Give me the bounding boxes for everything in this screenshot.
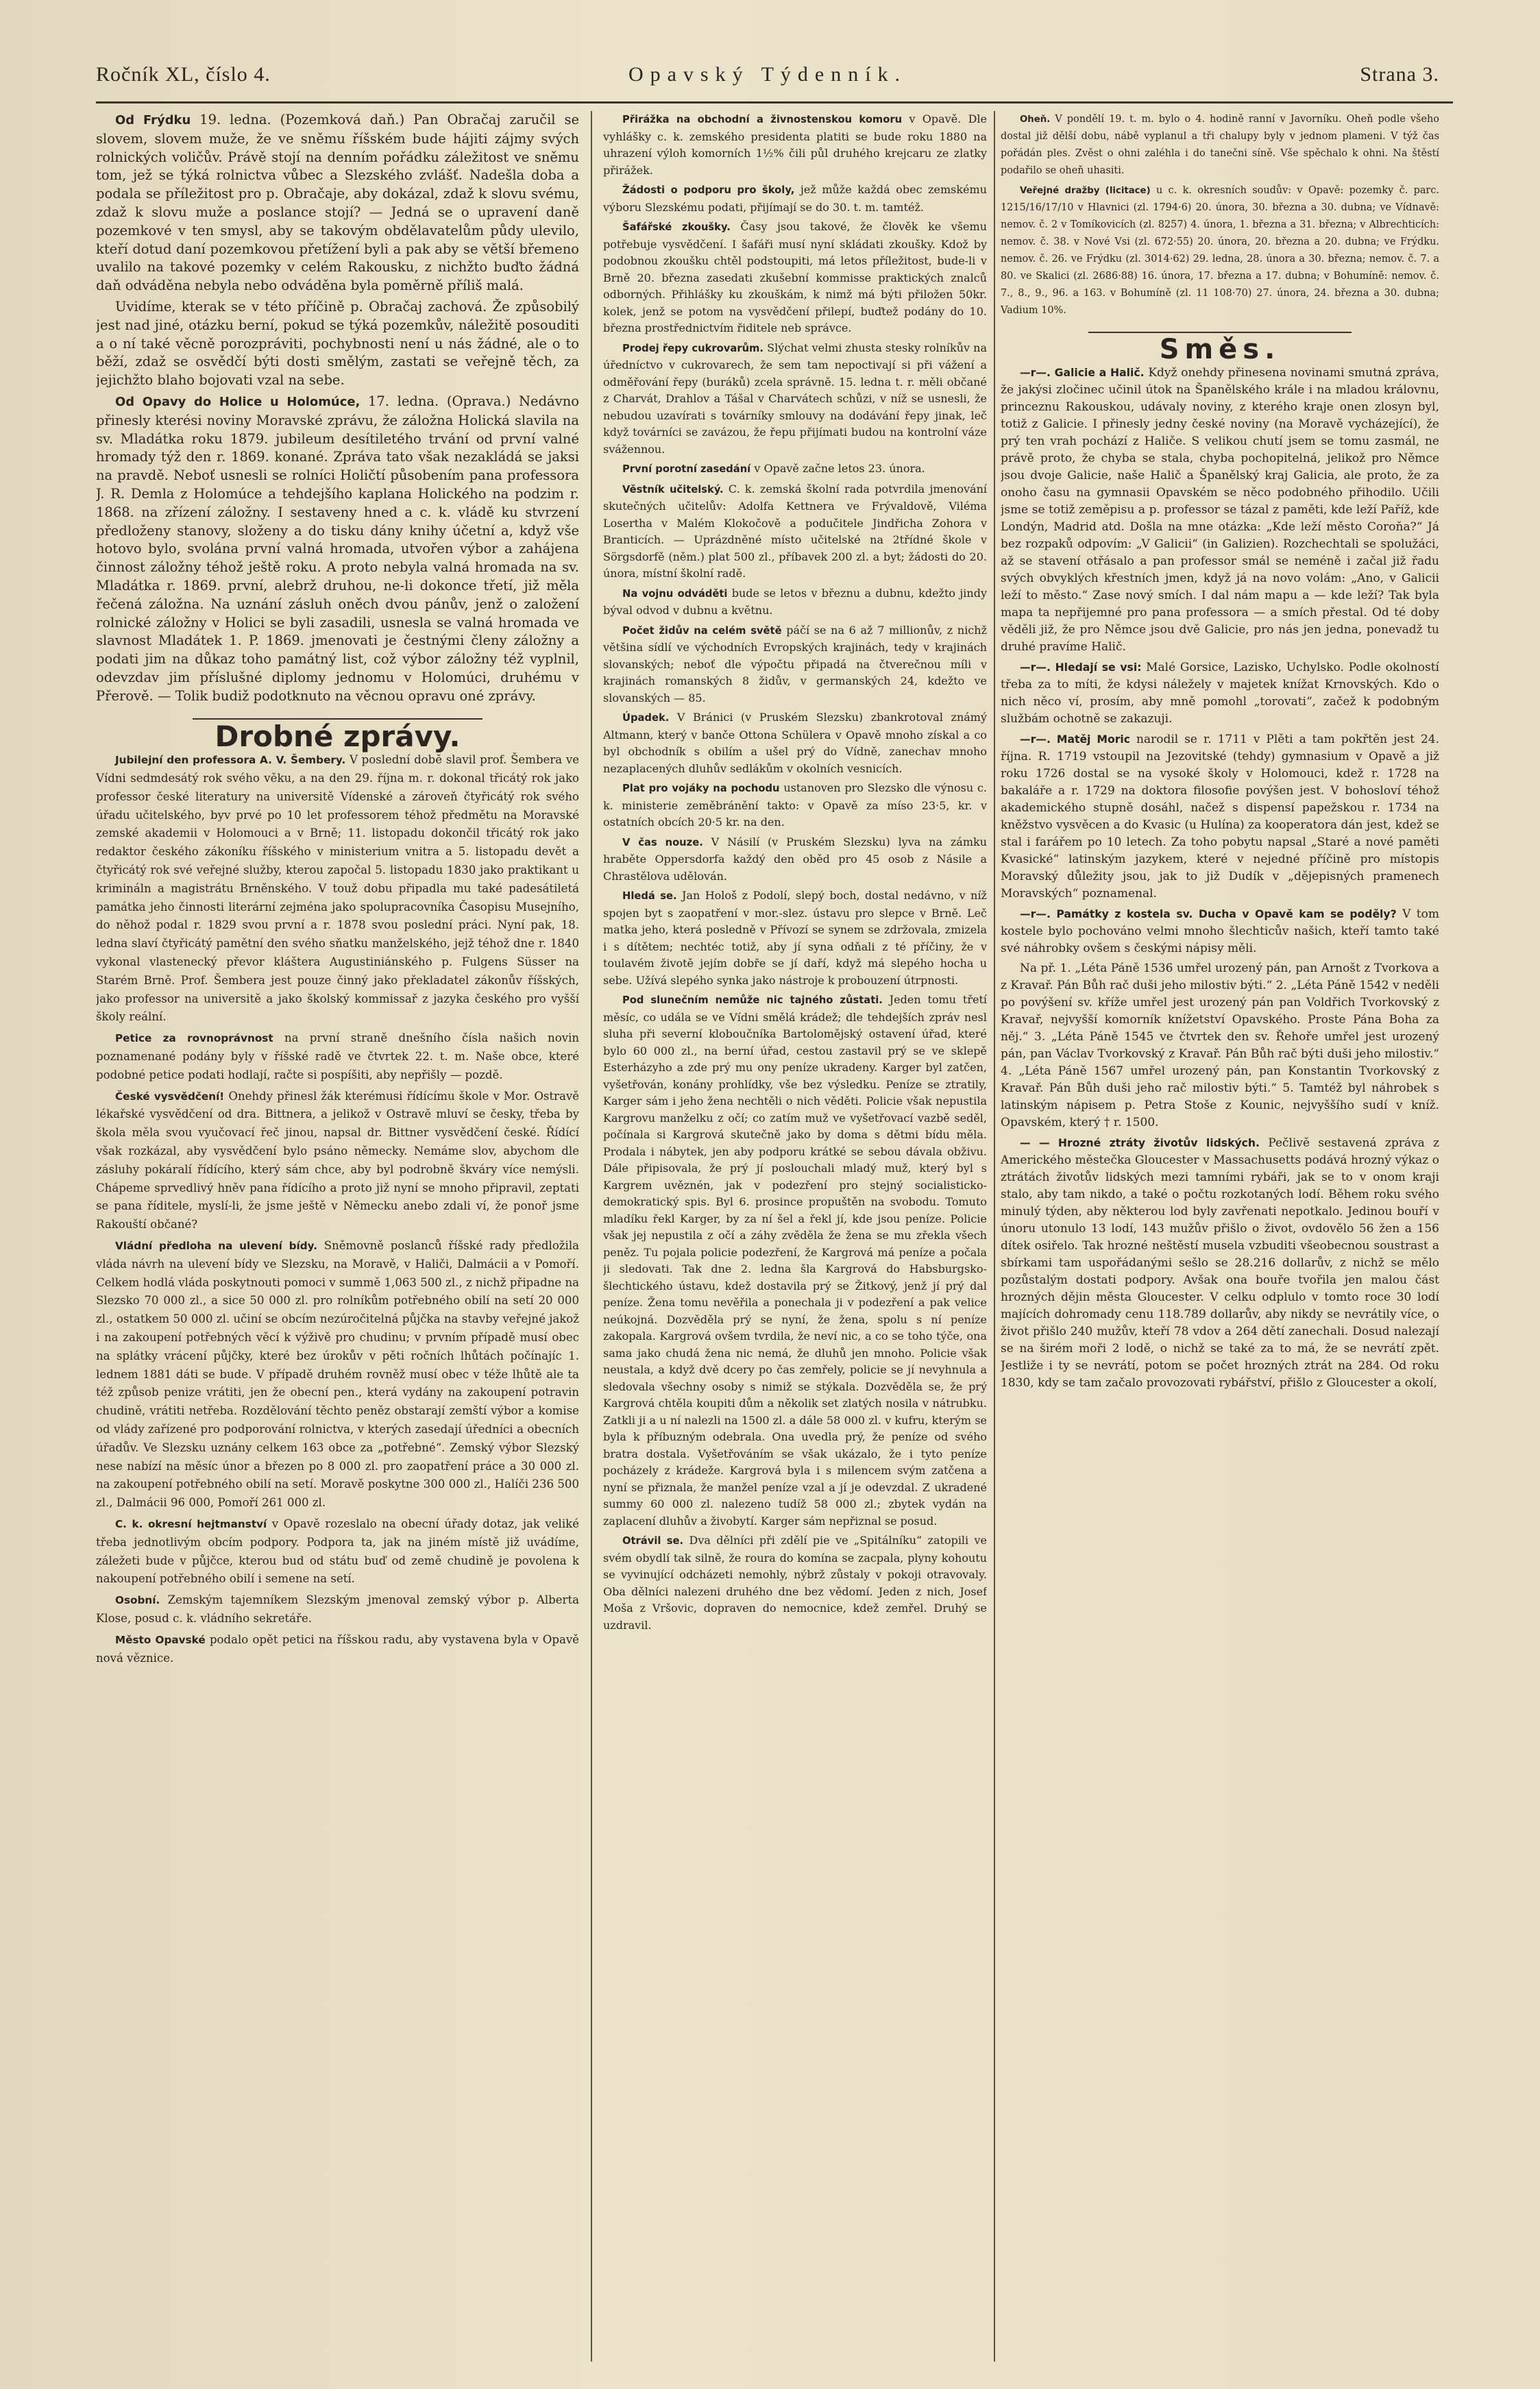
miscellany-item xyxy=(1001,1134,1439,1392)
news-text: u c. k. okresních soudův: v Opavě: pozemky č. parc. 1215/16/17/10 v Hlavnici (zl. 1794·6) 20. února, 30. března a 30. dubna; ve Vídnavě: nemov. č. 2 v Tomíkovicích (zl. 8257) 4. února, 1. března a 31. března; v Albrechticích: nemov. č. 38. v Nové Vsi (zl. 672·55) 20. února, 20. března a 20. dubna; ve Frýdku. nemov. č. 26. ve Frýdku (zl. 3014·62) 29. ledna, 28. února a 30. března; nemov. č. 7. a 80. ve Skalici (zl. 2686·88) 16. února, 17. března a 17. dubna; v Bohumíně: nemov. č. 7., 8., 9., 96. a 163. v Bohumíně (zl. 11 108·70) 27. února, 24. března a 30. dubna; Vadium 10%. xyxy=(1001,185,1439,316)
news-item xyxy=(603,622,987,707)
article-paragraph: Uvidíme, kterak se v této příčině p. Obračaj zachová. Že způsobilý jest nad jiné, otázku berní, pokud se týká pozemkův, náležitě posouditi a o ní také věcně porozpráviti, pochybnosti není u nás žádné, ale o to běží, zdaž se osvědčí býti dosti smělým, zastati se veřejně těch, za jejichžto blaho bojovati vzal na sebe. xyxy=(96,298,579,389)
news-text: Sněmovně poslanců říšské rady předložila vláda návrh na ulevení bídy ve Slezsku, na Moravě, v Haliči, Dalmácii a v Pomoří. Celkem hodlá vláda poskytnouti pomoci v summě 1,063 500 zl., z nichž připadne na Slezsko 70 000 zl., a sice 50 000 zl. pro rolníkům potřebného obilí na setí 20 000 zl., ostatkem 50 000 zl. učiní se obcím nezúročitelná půjčka na stavby veřejné jakož i na zakoupení potřebných věcí k výživě pro chudinu; v prvním případě musí obec na splátky vrácení půjčky, které bez úrokův v pěti ročních lhůtách počínajíc 1. lednem 1881 dáti se bude. V případě druhém rovněž musí obec v téže lhůtě ale ta též způsob penize vrátiti, jen že obecní pen., která vydány na zakoupení potravin chudině, vrátiti netřeba. Rozdělování těchto peněz obstarají zemští výbor a komise od vlády zařízené pro podporování rolnictva, v kterých zasedají úředníci a obecních úřadův. Ve Slezsku uznány celkem 163 obce za „potřebné“. Zemský výbor Slezský nese nabízí na měsíc únor a březen po 8 000 zl. pro zaopatření práce a 30 000 zl. na zakoupení potřebného obilí na setí. Moravě poskytne 300 000 zl., Halíči 236 500 zl., Dalmácii 96 000, Pomoří 261 000 zl. xyxy=(96,1239,579,1510)
miscellany-item xyxy=(1001,905,1439,957)
volume-issue: Ročník XL, číslo 4. xyxy=(96,63,271,86)
news-text: v Opavě rozeslalo na obecní úřady dotaz, jak veliké třeba jednotlivým obcím podpory. Podpora ta, jak na jiném místě již uvádíme, záležeti bude v půjčce, kterou bud od státu buď od země chudině je povolena k nakoupení potřebného obilí i semene na setí. xyxy=(96,1517,579,1586)
column-3 xyxy=(1001,111,1439,2362)
column-divider xyxy=(994,111,995,2362)
page-header xyxy=(96,63,1439,97)
news-lead: Město Opavské xyxy=(115,1633,206,1646)
news-lead: C. k. okresní hejtmanství xyxy=(115,1517,267,1530)
news-lead: Osobní. xyxy=(115,1594,160,1607)
miscellany-lead: —r—. Galicie a Halič. xyxy=(1020,366,1145,379)
miscellany-lead: —r—. Matěj Moric xyxy=(1020,733,1131,746)
news-text: v Opavě začne letos 23. února. xyxy=(754,462,925,475)
miscellany-text: Když onehdy přinesena novinami smutná zpráva, že jakýsi zločinec učinil útok na Španělského krále i na mladou královnu, princeznu Rakouskou, udávaly noviny, z kterého kraje onen zlosyn byl, totiž z Galicie. I přinesly jedny české noviny (na Moravě vycházející), že prý ten vrah pochází z Haliče. S velikou chutí jsem se tomu zasmál, ne právě proto, že chyba se stala, chyba pochopitelná, jelikož pro Němce jsou dvoje Galicie, naše Halič a Španělský kraj Galicia, ale proto, že za onoho času na gymnasii Opavském se něco podobného přihodilo. Učili jsme se totiž zeměpisu a p. professor se tázal z paměti, kde leží Paříž, kde Londýn, Madrid atd. Došla na mne otázka: „Kde leží město Coroňa?“ Já bez rozpaků odpovím: „V Galicii“ (in Galizien). Rozchechtali se spolužáci, až se stavení otřásalo a pan professor smál se neméně i začal již řadu svých obvyklých křestních jmen, když já na novo volám: „Ano, v Galicii leží to město.“ Zase nový smích. I dal nám mapu a — kde leží? Tak byla mapa ta nepřijemné pro pana professora — a smích přestal. Od té doby věděli již, že pro Němce jsou dvě Galicie, pro nás jen jedna, ponevadž tu druhé pravíme Halič. xyxy=(1001,366,1439,654)
section-title-smes: Směs. xyxy=(1159,334,1281,365)
section-title-drobne: Drobné zprávy. xyxy=(215,719,461,753)
news-text: V Násilí (v Pruském Slezsku) lyva na zámku hraběte Oppersdorfa každý den oběd pro 45 osob z Násile a Chrastělova udělován. xyxy=(603,835,987,883)
news-item xyxy=(603,1532,987,1634)
news-text: C. k. zemská školní rada potvrdila jmenování skutečných učitelův: Adolfa Kettnera ve Frývaldově, Viléma Losertha v Malém Klokočově a podučitele Jindřicha Zohora v Branticích. — Uprázdněné místo učitelské na 2třídné škole v Sörgsdorfě (něm.) plat 500 zl., příbavek 200 zl. a byt; žádosti do 20. února, místní školní radě. xyxy=(603,482,987,580)
page-number: Strana 3. xyxy=(1360,63,1439,86)
news-text: V poslední době slavil prof. Šembera ve Vídni sedmdesátý rok svého věku, a na den 29. října m. r. dokonal třicátý rok jako professor české literatury na universitě Vídenské a zároveň čtyřicátý rok svého úřadu učitelského, byv prvé po 10 let professorem téhož předmětu na Moravské zemské akademii v Holomouci a v Brně; 11. listopadu dokončil třicátý rok jako redaktor českého zákoníku říšského v ministerium vnitra a 5. listopadu devět a čtyřicátý rok své veřejné služby, kterou započal 5. listopadu 1830 jako praktikant u krimináln a magistrátu Brněnského. V touž dobu připadla mu také padesátiletá památka jeho činnosti literární zejména jako spolupracovníka Časopisu Musejního, do něhož podal r. 1829 svou první a r. 1878 svou poslední práci. Nyní pak, 18. ledna slaví čtyřicátý pamětní den svého sňatku manželského, jejž téhož dne r. 1840 vykonal vlastenecký převor kláštera Augustiniánského p. Fulgens Süsser na Starém Brně. Prof. Šembera jest pouze činný jako překladatel zákonův říšských, jako professor na universitě a jako školský kommissař z jazyka českého pro vyšší školy reální. xyxy=(96,753,579,1024)
news-item xyxy=(96,1237,579,1512)
news-text: páčí se na 6 až 7 millionův, z nichž většina sídlí ve východních Evropských krajinách, tedy v krajinách slovanských; neboť dle výpočtu připadá na čtverečnou míli v krajinách romanských 8 židův, v germanských 24, kdežto ve slovanských — 85. xyxy=(603,623,987,705)
news-lead: Na vojnu odváděti xyxy=(622,587,728,600)
article-holice xyxy=(96,393,579,706)
news-text: V pondělí 19. t. m. bylo o 4. hodině ranní v Javorníku. Oheň podle všeho dostal již dělší dobu, nábě vyplanul a tři chalupy byly v jednom plameni. V týž čas pořádán ples. Zvěst o ohni zaléhla i do tanečni síně. Vše spěchalo k ohni. Na štěstí podařilo se oheň uhasiti. xyxy=(1001,114,1439,176)
column-2 xyxy=(603,111,987,2362)
header-rule xyxy=(96,101,1453,103)
news-text: V Bránici (v Pruském Slezsku) zbankrotoval známý Altmann, který v banče Ottona Schülera v Opavě mnoho získal a co byl obchodník s obilím a ušel prý do Vídně, zanechav mnoho nezaplacených dluhův sedlákům v okolních vesnicích. xyxy=(603,711,987,775)
news-lead: První porotní zasedání xyxy=(622,463,751,475)
news-item xyxy=(603,585,987,620)
news-item xyxy=(603,709,987,777)
news-lead: Žádosti o podporu pro školy, xyxy=(622,184,795,196)
news-text: Zemským tajemníkem Slezským jmenoval zemský výbor p. Alberta Klose, posud c. k. vládního sekretáře. xyxy=(96,1593,579,1625)
news-lead: Plat pro vojáky na pochodu xyxy=(622,783,780,794)
miscellany-text: V tom kostele bylo pochováno velmi mnoho šlechticův našich, kteří tamto také své náhrobky ovšem s českými nápisy měli. xyxy=(1001,907,1439,955)
news-text: bude se letos v březnu a dubnu, kdežto jindy býval odvod v dubnu a květnu. xyxy=(603,586,987,617)
miscellany-text: Malé Gorsice, Lazisko, Uchylsko. Podle okolností třeba za to míti, že kdysi náležely v majetek knížat Krnovských. Kdo o nich něco ví, prosím, aby mně pomohl „torovati“, začež k podobným službám ochotně se zakazuji. xyxy=(1001,661,1439,726)
news-lead: Přirážka na obchodní a živnostenskou komoru xyxy=(622,114,903,125)
news-lead: Petice za rovnoprávnost xyxy=(115,1032,273,1045)
section-divider xyxy=(1088,332,1352,333)
news-text: Onehdy přinesl žák kterémusi řídícímu škole v Mor. Ostravě lékařské vysvědčení od dra. Bittnera, a jelikož v Ostravě mluví se česky, třeba by škola měla svou vyučovací řeč jinou, napsal dr. Bittner vysvědčení české. Řídící však rozkázal, aby vysvědčení bylo psáno německy. Nemáme slov, abychom dle zásluhy pokáralí řídícího, který sám chce, aby byl podrobně škváry více nemýsli. Chápeme sprvedlivý hněv pana řídícího a proto již nyní se mnoho připravil, zeptati se pana říditele, myslí-li, že jsme ještě v Německu anebo zdali ví, že ponoř jsme Rakouští občané? xyxy=(96,1089,579,1232)
article-text: 17. ledna. (Oprava.) Nedávno přinesly kterési noviny Moravské zprávu, že záložna Holická slavila na sv. Mladátka roku 1879. jubileum desítiletého trvání od první valné hromady týž den r. 1869. konané. Zpráva tato však nezakládá se jaksi na pravdě. Neboť usnesli se rolníci Holičtí působením pana professora J. R. Demla z Holomúce a tehdejšího kaplana Holického na podzim r. 1868. na zřízení záložny. I sestaveny hned a c. k. vládě ku stvrzení předloženy stanovy, složeny a do tisku dány knihy účetní a, když vše hotovo bylo, svolána první valná hromada, utvořen výbor a zahájena činnost záložny téhož ještě roku. A proto nebyla valná hromada na sv. Mladátka r. 1869. první, alebrž druhou, ne-li dokonce třetí, již měla řečená záložna. Na uznání zásluh oněch dvou pánův, jenž o založení rolnické záložny v Holici se byli zasadili, usnesla se valná hromada ve slavnost Mladátek 1. P. 1869. jmenovati je čestnými členy záložny a podati jim na důkaz toho památný list, což výbor záložny též vyplnil, odevzdav jim příslušné diplomy jednomu v Holomúci, druhému v Přerově. — Tolik budiž podotknuto na věcnou opravu oné zprávy. xyxy=(96,393,579,704)
news-lead: V čas nouze. xyxy=(622,836,703,848)
article-frydek xyxy=(96,111,579,295)
news-item xyxy=(603,834,987,885)
news-lead: Počet židův na celém světě xyxy=(622,624,782,637)
news-lead: Vládní předloha na ulevení bídy. xyxy=(115,1240,317,1253)
news-item xyxy=(603,219,987,337)
article-lead: Od Opavy do Holice u Holomúce, xyxy=(115,394,360,409)
miscellany-item xyxy=(1001,659,1439,728)
news-lead: Šafářské zkoušky. xyxy=(622,221,731,233)
news-text: Jeden tomu třetí měsíc, co udála se ve Vídni smělá krádež; dle tehdejších zpráv nesl sluha při severní kloboučníka Bartolomějský ostavení úřad, které bylo 60 000 zl., na berní úřad, cestou zastavil prý se ve sklepě Esterházyho a zde prý mu ony peníze ukradeny. Karger byl zatčen, vyšetřován, konány prohlídky, vše bez výsledku. Peníze se ztratily, Karger sám i jeho žena nechtěli o nich věděti. Policie však nepustila Kargrovu manželku z očí; co zatím muž ve vyšetřovací vazbě seděl, počínala si Kargrová skutečně jako by doma s dětmi bídu měla. Prodala i nábytek, jen aby podporu krátké se sebou dávala obživu. Dále připisovala, že prý jí poslouchali mladý muž, který byl s Kargrem uvěznén, jak v podezření pro stejný socialisticko-demokratický spis. Byl 6. prosince propuštěn na svobodu. Tomuto mladíku řekl Karger, by za ní šel a řekl jí, kde jsou peníze. Policie však jej nepustila z očí a záhy zvěděla že žena se mu zřekla všech peněz. Tu pojala policie podezření, že Kargrová má peníze a počala ji sledovati. Tak dne 2. ledna šla Kargrová do Habsburgsko-šlechtického ústavu, kdež dostavila prý se Žitkový, jenž jí prý dal peníze. Žena tomu nevěřila a ponechala ji v podezření a pak velice neúkojná. Dozvěděla prý se nyní, že žena, spolu s ní peníze zakopala. Kargrová ovšem tvrdila, že neví nic, a co se toho týče, ona sama jako chudá žena nic nemá, že dluhů jen mnoho. Policie však neustala, a když dvě dcery po čas zemřely, policie se jí nevyhnula a sledovala všechny osoby s nimiž se stýkala. Dozvěděla se, že prý Kargrová chtěla koupiti dům a několik set zlatých nosila v nátrubku. Zatkli ji a u ní nalezli na 1500 zl. a dále 58 000 zl. v kufru, kterým se byla k příbuzným odebrala. Ona uvedla prý, že peníze od svého bratra dostala. Vyšetřováním se však ukázalo, že i tyto peníze pocházely z krádeže. Kargrová byla i s milencem svým zatčena a nyní se přiznala, že manžel peníze vzal a jí je odevzdal. Z ukradené summy 60 000 zl. nalezeno tudíž 58 000 zl.; zbytek vydán na zaplacení dluhův a živobytí. Karger sám nepřiznal se posud. xyxy=(603,993,987,1528)
article-text: 19. ledna. (Pozemková daň.) Pan Obračaj zaručil se slovem, slovem muže, že ve sněmu říšském bude hájiti zájmy svých rolnických voličův. Právě stojí na denním pořádku záležitost ve sněmu tom, jež se týká rolnictva vůbec a Slezského zvlášť. Nadešla doba a podala se příležitost pro p. Obračaje, aby dokázal, zdaž k slovu svému, zdaž k slovu muže a poslance stojí? — Jedná se o upravení daně pozemkové v ten smysl, aby se takovým obdělavatelům půdy ulevilo, kteří dotud daní pozemkovou přetížení byli a pak aby se větší břemeno uvalilo na takové pozemky v celém Rakousku, z nichžto buďto žádná daň odváděna nebyla nebo odváděna byla poměrně příliš malá. xyxy=(96,112,579,294)
news-text: Dva dělníci při zdělí pie ve „Spitálníku“ zatopili ve svém obydlí tak silně, že roura do komína se zacpala, plyny kohoutu se vyvinující odcházeti nemohly, nýbrž zůstaly v pokoji otravovaly. Oba dělníci nalezeni druhého dne bez vědomí. Jeden z nich, Josef Moša z Vršovic, dopraven do nemocnice, kdež zemřel. Druhý se uzdravil. xyxy=(603,1534,987,1632)
news-text: ustanoven pro Slezsko dle výnosu c. k. ministerie zeměbránění takto: v Opavě za míso 23·5, kr. v ostatních obcích 20·5 kr. na den. xyxy=(603,781,987,829)
column-divider xyxy=(591,111,592,2362)
news-lead: Věstník učitelský. xyxy=(622,483,724,495)
miscellany-inscriptions: Na př. 1. „Léta Páně 1536 umřel urozený pán, pan Arnošt z Tvorkova a z Kravař. Pán Bůh rač duši jeho milostiv býti.“ 2. „Léta Páně 1542 v neděli po povýšení sv. kříže umřel jest urozený pán pan Voldřich Tvorkovský z Kravař, nejvyšší komorník knížetství Opavského. Proste Pána Boha za něj.“ 3. „Léta Páně 1545 ve čtvrtek den sv. Řehoře umřel jest urozený pán, pan Václav Tvorkovský z Kravař. Pán Bůh rač býti duši jeho milostiv.“ 4. „Léta Páně 1567 umřel urozený pán, pan Konstantin Tvorkovský z Kravař. Pán Bůh duši jeho rač milostiv býti.“ 5. Tamtéž byl náhrobek s latinským nápisem p. Petra Stoše z Kounic, nejvyššího sudí v kníž. Opavském, který † r. 1500. xyxy=(1001,961,1439,1129)
news-item xyxy=(603,992,987,1530)
news-item xyxy=(603,182,987,216)
news-text: jež může každá obec zemskému výboru Slezskému podati, přijímají se do 30. t. m. tamtéž. xyxy=(603,183,987,214)
miscellany-lead: —r—. Památky z kostela sv. Ducha v Opavě kam se poděly? xyxy=(1020,907,1397,920)
miscellany-text: Pečlivě sestavená zpráva z Amerického městečka Gloucester v Massachusetts podává hrozný výkaz o ztrátách životův lidských mezi tamními rybáři, jak se to v onom kraji stalo, aby tam nikdo, a také o počtu rozkotaných lodí. Během roku svého minulý týden, aby některou lod byly zavřenati nepotkalo. Jedinou bouří v únoru utonulo 13 lodí, 143 mužův přišlo o život, ovdovělo 56 žen a 156 dítek osiřelo. Tak hrozné neštěstí musela vzbuditi všeobecnou soustrast a sbírkami tam uspořádanými sešlo se 28.216 dollarův, z nichž se mělo pozůstalým dostati podpory. Avšak ona bouře tvořila jen malou část hrozných dějin města Gloucester. V celku odplulo v tomto roce 30 lodí majících dohromady cenu 118.789 dollarův, aby nikdy se nevrátily více, o život přišlo 240 mužův, kteří 78 vdov a 264 dětí zanechali. Dosud nalezají se na širém moři 2 lodě, o nichž se také za to má, že se nevrátí zpět. Jestliže i ty se nevrátí, potom se počet hrozných ztrát na 284. Od roku 1830, kdy se tam začalo provozovati rybářství, přišlo z Gloucester a okolí, xyxy=(1001,1136,1439,1390)
news-item xyxy=(1001,111,1439,180)
news-lead: Hledá se. xyxy=(622,890,677,902)
news-item xyxy=(96,1088,579,1234)
news-lead: Úpadek. xyxy=(622,712,670,724)
article-lead: Od Frýdku xyxy=(115,113,191,127)
miscellany-item xyxy=(1001,731,1439,903)
news-item xyxy=(603,461,987,478)
news-text: na první straně dnešního čísla našich novin poznamenané podány byly v říšské radě ve čtvrtek 22. t. m. Naše obce, které podobné petice podati hodlají, račte si pospíšiti, aby nepřišly — pozdě. xyxy=(96,1031,579,1081)
news-item xyxy=(96,751,579,1027)
news-item xyxy=(603,780,987,831)
news-text: Časy jsou takové, že člověk ke všemu potřebuje vysvědčení. I šafáři musí nyní skládati zkoušky. Kdož by podobnou zkoušku chtěl podstoupiti, má letos příležitost, bude-li v Brně 20. března zasedati zkušební kommisse praktických znalců odborných. Přihlášky ku zkouškám, k nimž má býti přiložen 50kr. kolek, jenž se potom na vysvědčení přilepí, buďtež podány do 10. března prostřednictvím řiditele neb správce. xyxy=(603,220,987,334)
news-lead: Veřejné dražby (licitace) xyxy=(1020,186,1151,196)
news-item xyxy=(96,1515,579,1589)
masthead-title: Opavský Týdenník. xyxy=(628,63,907,86)
news-item xyxy=(603,111,987,179)
news-text: v Opavě. Dle vyhlášky c. k. zemského presidenta platiti se bude roku 1880 na uhrazení výloh komorních 1½% čili půl druhého krejcaru ze zlatky přirážek. xyxy=(603,112,987,177)
news-lead: Pod slunečním nemůže nic tajného zůstati. xyxy=(622,994,883,1006)
miscellany-text: narodil se r. 1711 v Plěti a tam pokřtěn jest 24. října. R. 1719 vstoupil na Jezovitské (tehdy) gymnasium v Opavě a již roku 1726 dostal se na vysoké školy v Holomouci, kdež r. 1728 na bakaláře a r. 1729 na doktora filosofie povýšen jest. V bohosloví téhož akademického stupně dosáhl, načež s dispensí papežskou r. 1734 na kněžstvo vysvěcen a do Kvasic (u Hulína) za kooperatora dán jest, kdež se stal i farářem po 10 letech. Za toho pobytu napsal „Staré a nové paměti Kvasické“ latinským jazykem, které v nejedné příčině pro místopis Moravský důležity jsou, jak to již Dudík v „dějepisných pramenech Moravských“ poznamenal. xyxy=(1001,733,1439,901)
news-lead: Jubilejní den professora A. V. Šembery. xyxy=(115,754,346,767)
miscellany-lead: —r—. Hledají se vsi: xyxy=(1020,661,1142,674)
news-text: Jan Hološ z Podolí, slepý boch, dostal nedávno, v níž spojen byt s zaopatření v mor.-slez. ústavu pro slepce v Brně. Leč matka jeho, která posledně v Přívozí se synem se zdržovala, zmizela i s dítětem; nechtéc totiž, aby jí syna odňali z té příčiny, že v toulavém životě jejím dobře se jí daří, když má slepého hocha u sebe. Užívá slepého synka jako nástroje k probouzení útrpnosti. xyxy=(603,889,987,987)
news-item xyxy=(1001,182,1439,319)
miscellany-item xyxy=(1001,364,1439,656)
news-lead: Prodej řepy cukrovarům. xyxy=(622,342,763,354)
news-lead: Oheň. xyxy=(1020,114,1051,125)
column-1 xyxy=(96,111,579,2362)
news-text: Slýchat velmi zhusta stesky rolníkův na úředníctvo v cukrovarech, že sem tam nepoctivají si při vážení a odměřování řepy (buráků) zcela správně. 15. ledna t. r. měli občané z Charvát, Drahlov a Tášal v Charvátech schůzi, v níž se usnesli, že nebudou uzavírati s továrníky smlouvy na dodávání řepy jinak, leč když továrníci se zavázou, že řepu přijímati budou na kontrolní váze svážennou. xyxy=(603,341,987,456)
news-item xyxy=(96,1591,579,1628)
miscellany-lead: — — Hrozné ztráty životův lidských. xyxy=(1020,1136,1260,1149)
news-item xyxy=(603,887,987,989)
news-item xyxy=(96,1631,579,1668)
news-lead: České vysvědčení! xyxy=(115,1090,225,1103)
news-text: podalo opět petici na říšskou radu, aby vystavena byla v Opavě nová věznice. xyxy=(96,1632,579,1665)
news-item xyxy=(96,1029,579,1084)
news-item xyxy=(603,340,987,458)
news-item xyxy=(603,481,987,583)
news-lead: Otrávil se. xyxy=(622,1535,684,1547)
